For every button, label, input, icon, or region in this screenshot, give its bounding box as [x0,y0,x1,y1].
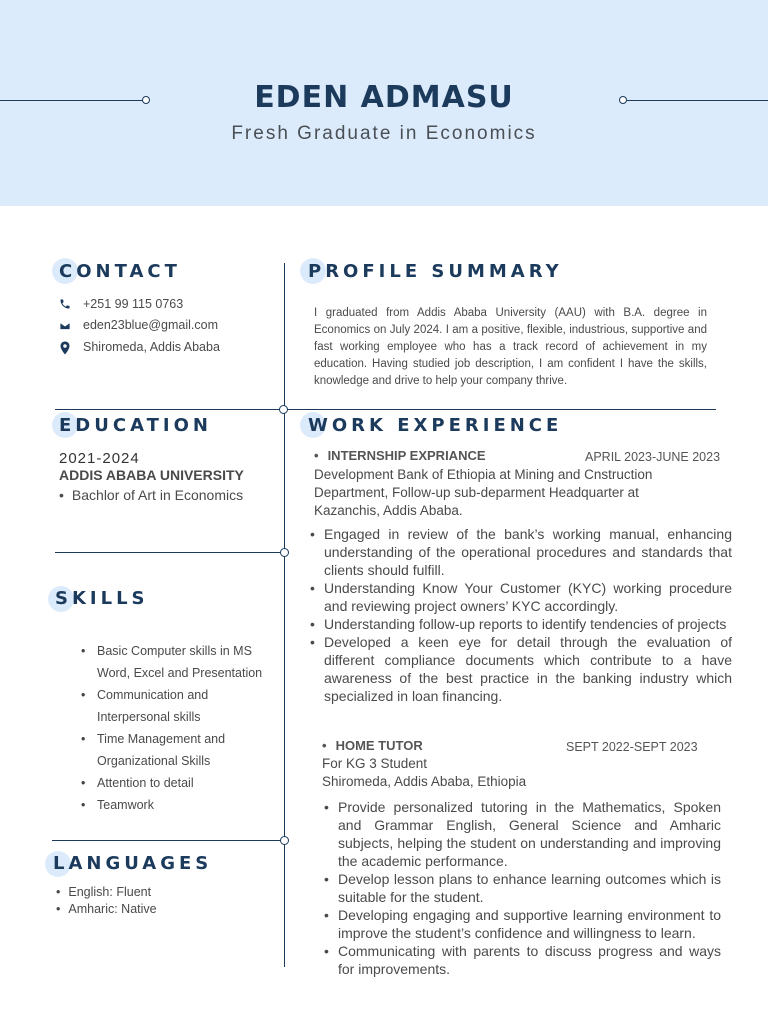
skill-item: • Communication and Interpersonal skills [81,684,271,728]
contact-location: Shiromeda, Addis Ababa [83,340,220,354]
skill-item: • Basic Computer skills in MS Word, Excel and Presentation [81,640,271,684]
phone-icon [59,298,71,310]
education-degree: • Bachlor of Art in Economics [59,487,243,503]
responsibility-item: • Engaged in review of the bank’s working manual, enhancing understanding of the operational procedures and standards that clients should fulfill. [310,525,732,579]
responsibility-item: • Understanding follow-up reports to identify tendencies of projects [310,615,732,633]
responsibility-item: • Developing engaging and supportive learning environment to improve the student’s confidence and willingness to learn. [324,906,721,942]
contact-title: CONTACT [59,261,181,282]
skill-item: • Time Management and Organizational Skills [81,728,271,772]
responsibility-item: • Developed a keen eye for detail through the evaluation of different compliance documents which contribute to a have awareness of the best practice in the banking industry which specialized in loan financing. [310,633,732,705]
responsibility-item: • Understanding Know Your Customer (KYC) working procedure and reviewing project owners’ KYC accordingly. [310,579,732,615]
job-date: APRIL 2023-JUNE 2023 [585,450,721,464]
divider-node-3 [280,836,289,845]
languages-title: LANGUAGES [53,853,213,874]
job-title: • INTERNSHIP EXPRIANCE [314,448,486,463]
language-item: • Amharic: Native [56,901,157,918]
divider-skills [55,552,285,553]
candidate-subtitle: Fresh Graduate in Economics [231,123,537,144]
divider-languages [52,840,285,841]
job-date: SEPT 2022-SEPT 2023 [566,740,698,754]
job-responsibilities [310,525,732,705]
divider-node-2 [280,548,289,557]
skill-item: • Attention to detail [81,772,271,794]
work-title: WORK EXPERIENCE [308,415,563,436]
job-description: For KG 3 Student Shiromeda, Addis Ababa, Ethiopia [322,756,527,789]
education-school: ADDIS ABABA UNIVERSITY [59,467,244,483]
profile-title: PROFILE SUMMARY [308,261,563,282]
email-icon [59,320,71,332]
profile-summary-text: I graduated from Addis Ababa University (AAU) with B.A. degree in Economics on July 2024. I am a positive, flexible, industrious, supportive and fast working employee who has a track record of achievement in my education. Having studied job description, I am confident I have the skills, knowledge and drive to help your company thrive. [314,307,707,387]
skills-list [81,640,271,816]
contact-phone[interactable]: +251 99 115 0763 [83,297,184,311]
skill-item: • Teamwork [81,794,271,816]
education-title: EDUCATION [59,415,212,436]
language-item: • English: Fluent [56,884,151,901]
job-title: • HOME TUTOR [322,738,423,753]
vertical-divider [284,263,285,967]
divider-education [55,409,716,410]
contact-email[interactable]: eden23blue@gmail.com [83,318,218,332]
candidate-name: EDEN ADMASU [254,80,514,115]
job-responsibilities [324,798,721,978]
location-pin-icon [59,341,71,355]
education-years: 2021-2024 [59,450,140,467]
responsibility-item: • Communicating with parents to discuss progress and ways for improvements. [324,942,721,978]
divider-node-1 [279,405,288,414]
job-description: Development Bank of Ethiopia at Mining and Cnstruction Department, Follow-up sub-deparment Headquarter at Kazanchis, Addis Ababa. [314,467,653,518]
responsibility-item: • Provide personalized tutoring in the Mathematics, Spoken and Grammar English, General Science and Amharic subjects, helping the student on understanding and improving the academic performance. [324,798,721,870]
responsibility-item: • Develop lesson plans to enhance learning outcomes which is suitable for the student. [324,870,721,906]
skills-title: SKILLS [55,588,149,609]
